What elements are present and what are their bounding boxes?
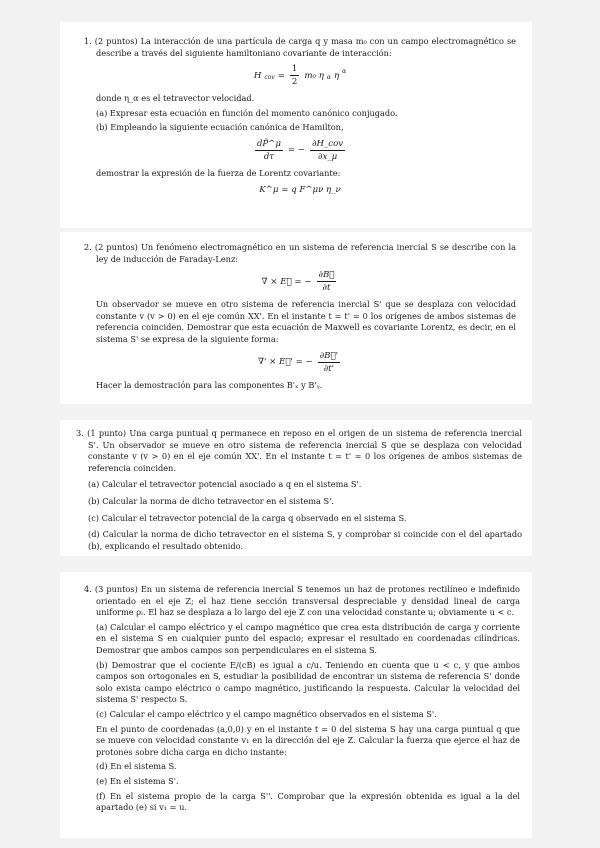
eq-rhs-sub: α	[326, 74, 331, 82]
eq2-left-frac	[255, 139, 283, 162]
faraday-den: ∂t	[322, 283, 331, 294]
problem-4-part-b: (b) Demostrar que el cociente E/(cB) es igual a c/u. Teniendo en cuenta que u < c, y que ambos campos son ortogonales en S, estudiar la posibilidad de encontrar un sistema de referencia S' donde solo exista campo eléctrico o campo magnético, justificando la respuesta. Calcular la velocidad del sistema S' respecto S.	[96, 659, 520, 705]
problem-4-card	[60, 572, 532, 838]
eq-half-den: 2	[291, 77, 298, 88]
eq2-den: dτ	[263, 151, 275, 162]
faraday-prime-num: ∂B⃗'	[319, 350, 338, 361]
problem-1-card	[60, 22, 532, 228]
problem-1-where: donde η_α es el tetravector velocidad.	[96, 93, 255, 104]
problem-4-part-d: (d) En el sistema S.	[96, 761, 177, 772]
faraday-prime-frac	[318, 351, 340, 374]
eq-rhs-tail: η	[333, 70, 340, 81]
hamiltonian-equation	[84, 64, 516, 87]
faraday-lhs: ∇ × E⃗ = −	[261, 276, 312, 287]
problem-4-mid: En el punto de coordenadas (a,0,0) y en el instante t = 0 del sistema S hay una carga puntual q que se mueve con velocidad constante v₁ en la dirección del eje Z. Calcular la fuerza que ejerce el haz de protones sobre dicha carga en dicho instante:	[96, 723, 520, 757]
eq-equals: =	[277, 70, 285, 81]
problem-3-part-b: (b) Calcular la norma de dicho tetravector en el sistema S'.	[88, 495, 334, 506]
problem-1-part-a: (a) Expresar esta ecuación en función del momento canónico conjugado.	[96, 107, 398, 118]
faraday-num: ∂B⃗	[318, 270, 335, 281]
eq2-equals: = −	[287, 145, 306, 156]
problem-1-part-b: (b) Empleando la siguiente ecuación canónica de Hamilton,	[96, 122, 344, 133]
eq-rhs-sup: α	[342, 68, 347, 76]
eq3-text: K^μ = q F^μν η_ν	[259, 184, 341, 195]
faraday-prime-lhs: ∇' × E⃗' = −	[258, 357, 313, 368]
problem-2-card	[60, 232, 532, 404]
problem-3-part-d: (d) Calcular la norma de dicho tetravector en el sistema S, y comprobar si coincide con el del apartado (b), explicando el resultado obtenido.	[88, 529, 522, 551]
problem-4-part-c: (c) Calcular el campo eléctrico y el campo magnético observados en el sistema S'.	[96, 708, 437, 719]
eq-half-num: 1	[291, 64, 298, 75]
faraday-equation	[84, 270, 516, 293]
problem-2-end: Hacer la demostración para las componentes B'ₓ y B'ᵧ.	[96, 379, 323, 390]
eq-half	[290, 64, 299, 87]
problem-4-part-f: (f) En el sistema propio de la carga S''. Comprobar que la expresión obtenida es igual a la del apartado (e) si v₁ = u.	[96, 790, 520, 813]
eq-lhs-sub: cov	[264, 74, 275, 82]
problem-2-body: Un observador se mueve en otro sistema de referencia inercial S' que se desplaza con velocidad constante v (v > 0) en el eje común XX'. En el instante t = t' = 0 los orígenes de ambos sistemas de referencia coinciden. Demostrar que esta ecuación de Maxwell es covariante Lorentz, es decir, en el sistema S' se expresa de la siguiente forma:	[96, 299, 516, 344]
problem-4-intro: 4. (3 puntos) En un sistema de referencia inercial S tenemos un haz de protones rectilíneo e indefinido orientado en el eje Z; el haz tiene sección transversal despreciable y densidad lineal de carga uniforme ρₗ. El haz se desplaza a lo largo del eje Z con una velocidad constante u; obviamente u < c.	[84, 584, 520, 618]
eq2-right-frac	[310, 139, 345, 162]
faraday-frac	[317, 270, 337, 293]
problem-4-part-e: (e) En el sistema S'.	[96, 775, 179, 786]
lorentz-force-equation	[84, 185, 516, 195]
eq-lhs: H	[253, 70, 262, 81]
hamilton-equation	[84, 139, 516, 162]
problem-3-intro: 3. (1 punto) Una carga puntual q permanece en reposo en el origen de un sistema de referencia inercial S'. Un observador se mueve en otro sistema de referencia inercial S que se desplaza con velocidad constante v (v > 0) en el eje común XX'. En el instante t = t' = 0 los orígenes de ambos sistemas de referencia coinciden.	[76, 428, 522, 473]
problem-4-part-a: (a) Calcular el campo eléctrico y el campo magnético que crea esta distribución de carga y corriente en el sistema S en cualquier punto del espacio; expresar el resultado en coordenadas cilíndricas. Demostrar que ambos campos son perpendiculares en el sistema S.	[96, 621, 520, 655]
eq-rhs: m₀ η	[304, 70, 324, 81]
faraday-prime-equation	[84, 351, 516, 374]
eq2-den2: ∂x_μ	[318, 151, 338, 162]
faraday-prime-den: ∂t'	[323, 363, 334, 374]
eq2-num2: ∂H_cov	[312, 138, 344, 149]
problem-1-show: demostrar la expresión de la fuerza de Lorentz covariante:	[96, 167, 341, 178]
problem-2-intro: 2. (2 puntos) Un fenómeno electromagnético en un sistema de referencia inercial S se describe con la ley de inducción de Faraday-Lenz:	[84, 242, 516, 264]
problem-3-part-c: (c) Calcular el tetravector potencial de la carga q observado en el sistema S.	[88, 512, 407, 523]
problem-3-part-a: (a) Calcular el tetravector potencial asociado a q en el sistema S'.	[88, 479, 362, 490]
problem-1-intro: 1. (2 puntos) La interacción de una partícula de carga q y masa m₀ con un campo electromagnético se describe a través del siguiente hamiltoniano covariante de interacción:	[84, 36, 516, 58]
problem-3-card	[60, 420, 532, 556]
eq2-num: dP̃^μ	[256, 138, 281, 149]
